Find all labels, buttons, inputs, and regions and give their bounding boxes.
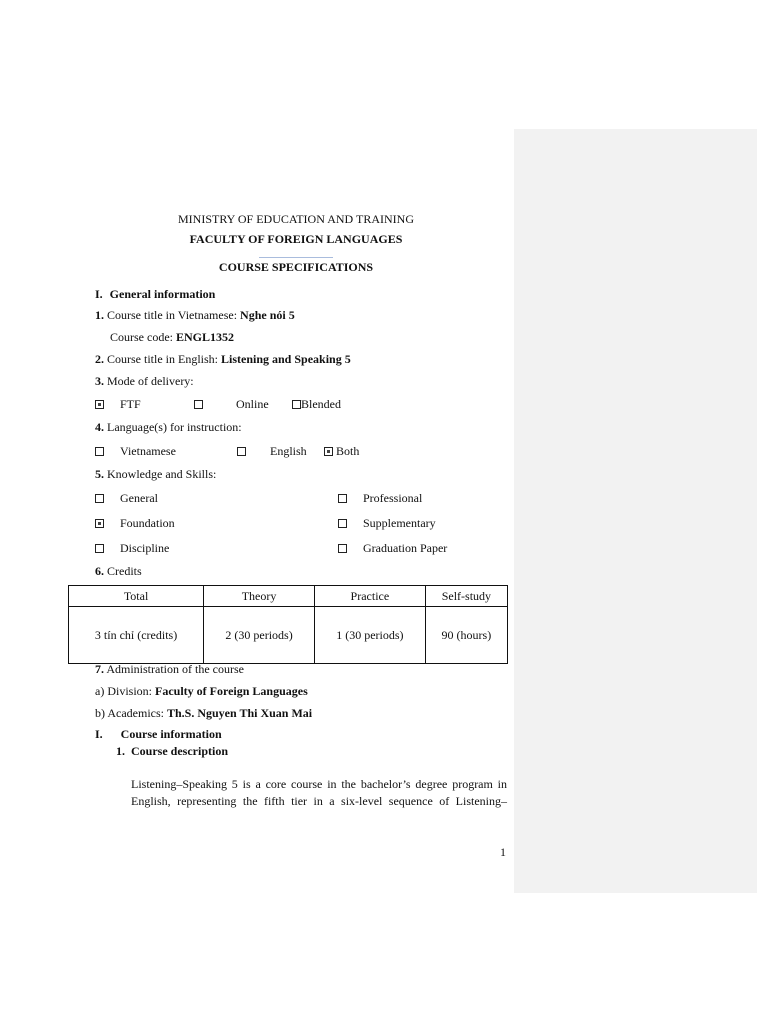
languages-for-instruction xyxy=(95,420,242,435)
document-title: COURSE SPECIFICATIONS xyxy=(218,260,374,274)
language-both[interactable] xyxy=(324,444,359,459)
subsection-number: 1. xyxy=(116,744,125,758)
section-number: I. xyxy=(95,727,103,741)
section-heading-course-info xyxy=(95,727,222,742)
course-title-vietnamese xyxy=(95,308,295,323)
page-number: 1 xyxy=(500,845,506,859)
item-label: Credits xyxy=(107,564,142,578)
item-label: Language(s) for instruction: xyxy=(107,420,242,434)
delivery-ftf[interactable] xyxy=(95,397,141,412)
checkbox-checked-icon[interactable] xyxy=(95,519,104,528)
checkbox-icon[interactable] xyxy=(95,447,104,456)
item-number: 5. xyxy=(95,467,104,481)
decorative-underline xyxy=(259,257,333,258)
knowledge-and-skills xyxy=(95,467,216,482)
option-label: Vietnamese xyxy=(120,444,176,458)
option-label: Blended xyxy=(301,397,341,411)
option-label: English xyxy=(270,444,307,458)
item-label: b) Academics: xyxy=(95,706,167,720)
section-title: Course information xyxy=(120,727,222,741)
skill-supplementary[interactable] xyxy=(338,516,436,531)
course-title-english xyxy=(95,352,351,367)
option-label: General xyxy=(120,491,158,505)
item-label: Course code: xyxy=(110,330,176,344)
table-header-cell: Self-study xyxy=(425,586,507,607)
item-number: 2. xyxy=(95,352,104,366)
table-row xyxy=(69,607,508,664)
item-value: Faculty of Foreign Languages xyxy=(155,684,308,698)
credits-heading xyxy=(95,564,142,579)
item-label: Administration of the course xyxy=(106,662,244,676)
item-number: 7. xyxy=(95,662,104,676)
skill-professional[interactable] xyxy=(338,491,422,506)
item-value: Listening and Speaking 5 xyxy=(221,352,351,366)
checkbox-icon[interactable] xyxy=(292,400,301,409)
description-line-1: Listening–Speaking 5 is a core course in the bachelor’s degree program in xyxy=(131,777,507,791)
skill-discipline[interactable] xyxy=(95,541,169,556)
checkbox-icon[interactable] xyxy=(95,544,104,553)
description-line-2: English, representing the fifth tier in a six-level sequence of Listening– xyxy=(131,794,507,808)
table-cell: 3 tín chỉ (credits) xyxy=(69,607,204,664)
item-number: 1. xyxy=(95,308,104,322)
option-label: Both xyxy=(336,444,360,458)
option-label: Professional xyxy=(363,491,423,505)
table-header-cell: Theory xyxy=(204,586,315,607)
table-cell: 1 (30 periods) xyxy=(314,607,425,664)
option-label: Supplementary xyxy=(363,516,436,530)
checkbox-checked-icon[interactable] xyxy=(324,447,333,456)
table-cell: 90 (hours) xyxy=(425,607,507,664)
checkbox-icon[interactable] xyxy=(95,494,104,503)
item-label: a) Division: xyxy=(95,684,155,698)
subsection-course-description xyxy=(116,744,228,759)
mode-of-delivery xyxy=(95,374,194,389)
table-header-row xyxy=(69,586,508,607)
course-code xyxy=(110,330,234,345)
language-english[interactable] xyxy=(237,444,307,459)
subsection-title: Course description xyxy=(131,744,228,758)
item-value: Nghe nói 5 xyxy=(240,308,295,322)
checkbox-icon[interactable] xyxy=(237,447,246,456)
item-label: Mode of delivery: xyxy=(107,374,194,388)
item-label: Course title in Vietnamese: xyxy=(107,308,241,322)
section-heading-general xyxy=(95,287,215,302)
option-label: Online xyxy=(236,397,269,411)
skill-general[interactable] xyxy=(95,491,158,506)
skill-foundation[interactable] xyxy=(95,516,175,531)
checkbox-checked-icon[interactable] xyxy=(95,400,104,409)
item-label: Knowledge and Skills: xyxy=(107,467,217,481)
checkbox-icon[interactable] xyxy=(338,519,347,528)
item-label: Course title in English: xyxy=(107,352,221,366)
item-value: ENGL1352 xyxy=(175,330,234,344)
table-cell: 2 (30 periods) xyxy=(204,607,315,664)
table-header-cell: Practice xyxy=(314,586,425,607)
delivery-blended[interactable] xyxy=(292,397,341,412)
option-label: FTF xyxy=(120,397,141,411)
option-label: Graduation Paper xyxy=(363,541,448,555)
checkbox-icon[interactable] xyxy=(338,544,347,553)
item-number: 4. xyxy=(95,420,104,434)
division-line xyxy=(95,684,308,699)
section-number: I. xyxy=(95,287,103,301)
item-value: Th.S. Nguyen Thi Xuan Mai xyxy=(166,706,313,720)
ministry-line: MINISTRY OF EDUCATION AND TRAINING xyxy=(177,212,414,226)
checkbox-icon[interactable] xyxy=(338,494,347,503)
faculty-line: FACULTY OF FOREIGN LANGUAGES xyxy=(189,232,403,246)
administration-heading xyxy=(95,662,244,677)
option-label: Foundation xyxy=(120,516,175,530)
section-title: General information xyxy=(109,287,216,301)
option-label: Discipline xyxy=(120,541,170,555)
delivery-online[interactable] xyxy=(194,397,269,412)
academics-line xyxy=(95,706,312,721)
credits-table xyxy=(68,585,508,664)
item-number: 3. xyxy=(95,374,104,388)
table-header-cell: Total xyxy=(69,586,204,607)
checkbox-icon[interactable] xyxy=(194,400,203,409)
language-vietnamese[interactable] xyxy=(95,444,176,459)
item-number: 6. xyxy=(95,564,104,578)
skill-graduation-paper[interactable] xyxy=(338,541,447,556)
